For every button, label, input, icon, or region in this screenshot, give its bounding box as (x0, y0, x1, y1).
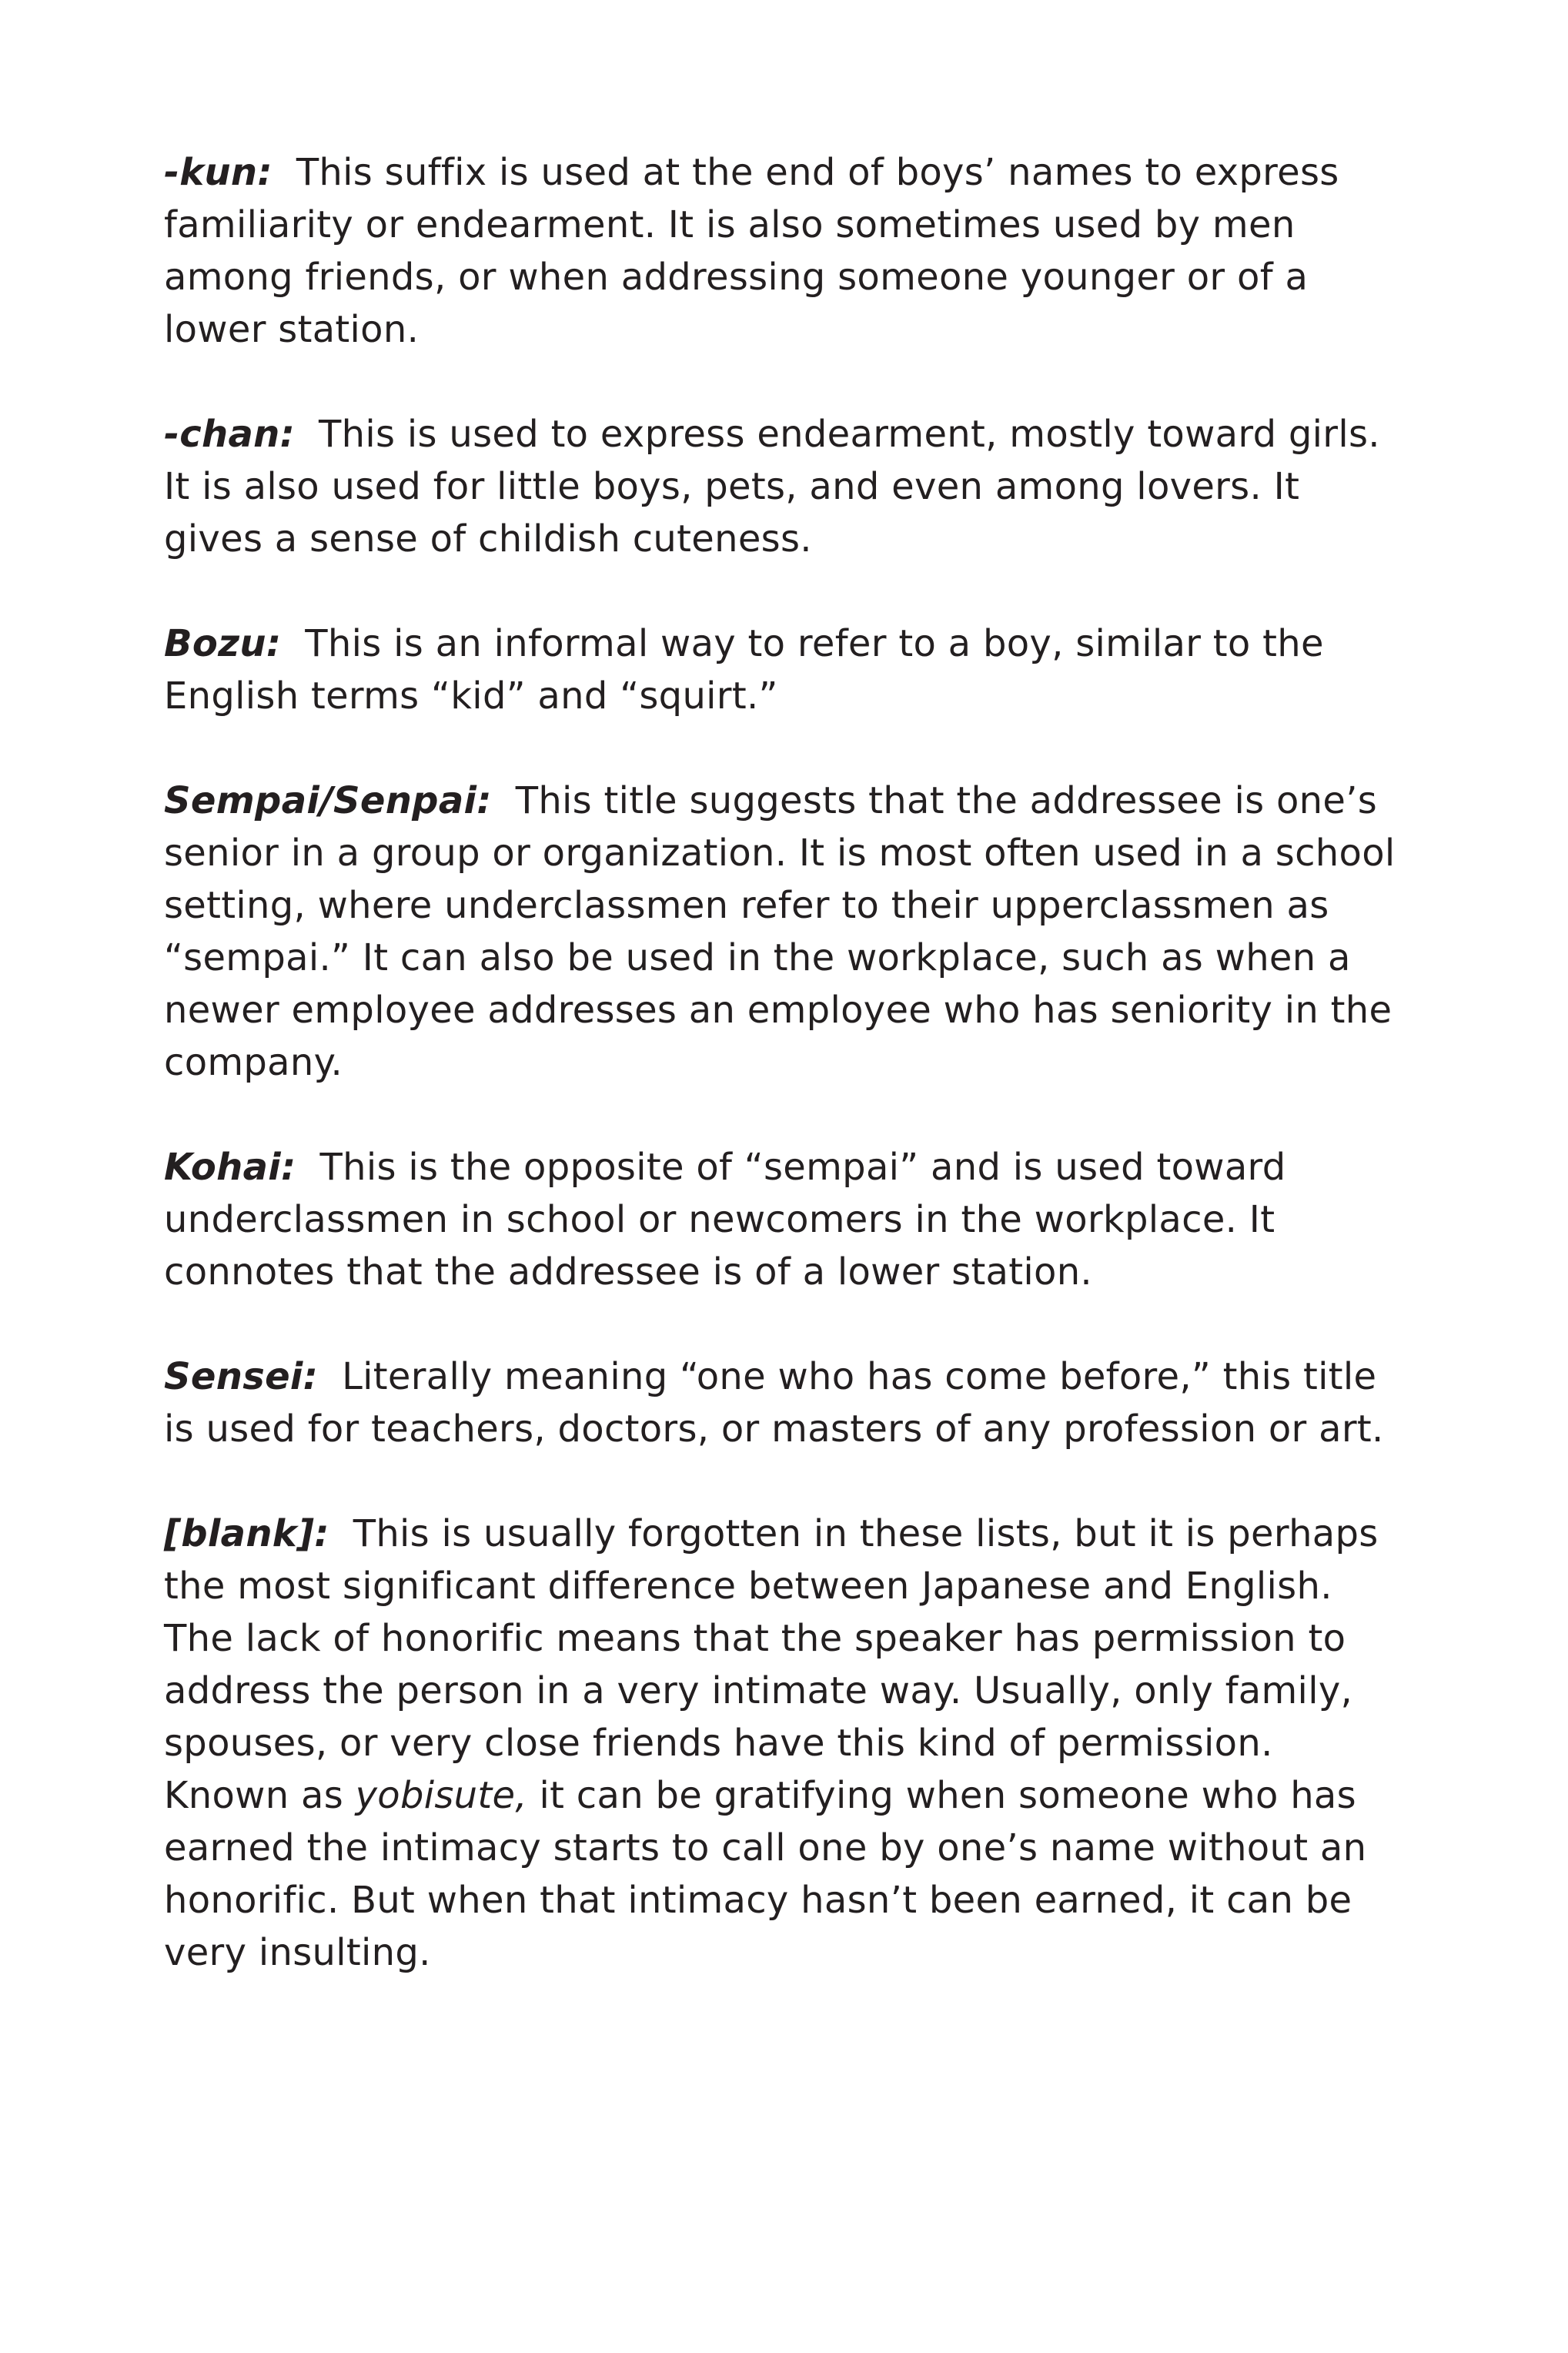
term-chan: -chan: (164, 413, 296, 456)
definition-kohai: This is the opposite of “sempai” and is used toward underclassmen in school or newcomers in the workplace. It connotes that the addressee is of a lower station. (164, 1146, 1286, 1294)
term-bozu: Bozu: (164, 622, 282, 665)
term-sensei: Sensei: (164, 1355, 319, 1398)
glossary-entry-sempai (164, 775, 1396, 1089)
definition-blank-part1: This is usually forgotten in these lists, but it is perhaps the most significant difference between Japanese and English. The lack of honorific means that the speaker has permission to address the person in a very intimate way. Usually, only family, spouses, or very close friends have this kind of permission. Known as (164, 1512, 1379, 1817)
definition-bozu: This is an informal way to refer to a boy, similar to the English terms “kid” and “squirt.” (164, 622, 1324, 718)
term-kun: -kun: (164, 151, 272, 194)
term-blank: [blank]: (164, 1512, 329, 1555)
honorifics-glossary (164, 146, 1396, 2031)
definition-blank-italic-word: yobisute, (355, 1774, 527, 1817)
term-sempai: Sempai/Senpai: (164, 779, 492, 822)
definition-sensei: Literally meaning “one who has come before,” this title is used for teachers, doctors, or masters of any profession or art. (164, 1355, 1384, 1451)
glossary-entry-bozu (164, 618, 1396, 722)
definition-chan: This is used to express endearment, mostly toward girls. It is also used for little boys, pets, and even among lovers. It gives a sense of childish cuteness. (164, 413, 1380, 561)
glossary-entry-sensei (164, 1351, 1396, 1455)
definition-kun: This suffix is used at the end of boys’ names to express familiarity or endearment. It is also sometimes used by men among friends, or when addressing someone younger or of a lower station. (164, 151, 1339, 351)
glossary-entry-kohai (164, 1141, 1396, 1298)
definition-blank-part2: it can be gratifying when someone who has earned the intimacy starts to call one by one’s name without an honorific. But when that intimacy hasn’t been earned, it can be very insulting. (164, 1774, 1367, 1974)
glossary-entry-kun (164, 146, 1396, 356)
glossary-entry-chan (164, 408, 1396, 565)
glossary-entry-blank (164, 1508, 1396, 1979)
definition-sempai: This title suggests that the addressee is one’s senior in a group or organization. It is most often used in a school setting, where underclassmen refer to their upperclassmen as “sempai.” It can also be used in the workplace, such as when a newer employee addresses an employee who has seniority in the company. (164, 779, 1396, 1084)
term-kohai: Kohai: (164, 1146, 296, 1189)
